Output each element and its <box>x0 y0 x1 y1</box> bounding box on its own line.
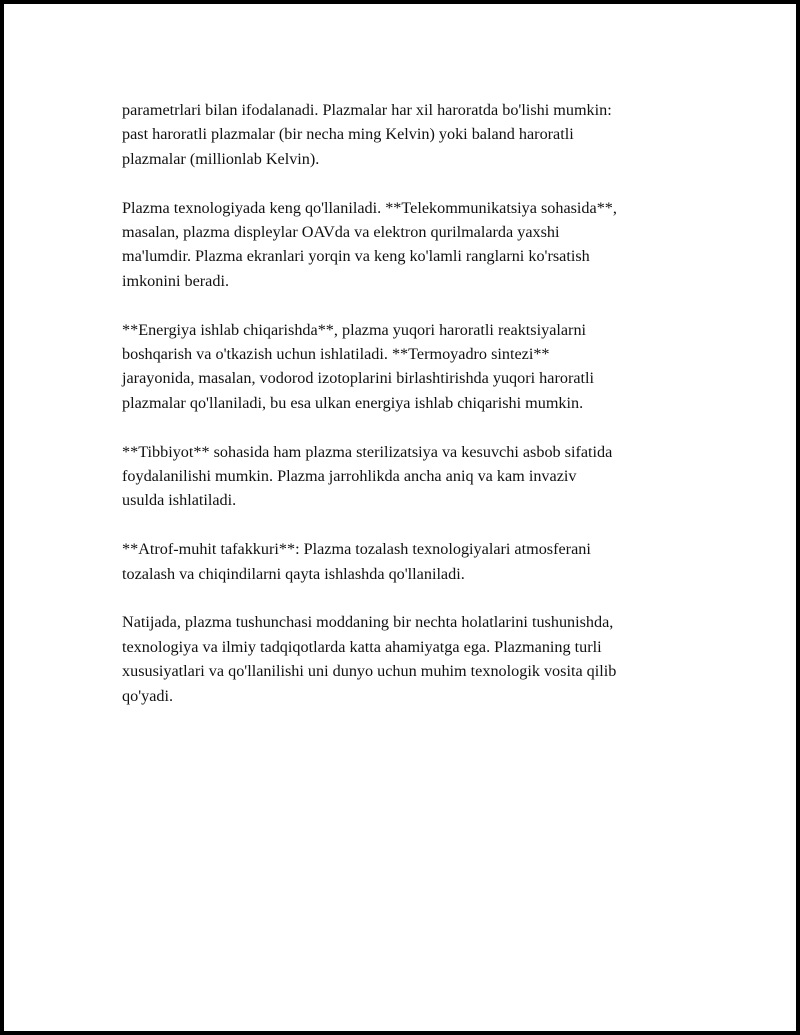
text-line: Plazma texnologiyada keng qo'llaniladi. **Telekommunikatsiya sohasida**, <box>122 198 617 217</box>
text-line: masalan, plazma displeylar OAVda va elektron qurilmalarda yaxshi <box>122 223 560 242</box>
paragraph-5 <box>122 537 722 586</box>
text-line: tozalash va chiqindilarni qayta ishlashda qo'llaniladi. <box>122 564 465 583</box>
text-line: **Energiya ishlab chiqarishda**, plazma yuqori haroratli reaktsiyalarni <box>122 320 587 339</box>
text-line: jarayonida, masalan, vodorod izotoplarini birlashtirishda yuqori haroratli <box>122 369 595 388</box>
text-line: plazmalar (millionlab Kelvin). <box>122 149 320 168</box>
text-line: foydalanilishi mumkin. Plazma jarrohlikda ancha aniq va kam invaziv <box>122 467 577 486</box>
paragraph-6 <box>122 610 722 708</box>
text-line: Natijada, plazma tushunchasi moddaning bir nechta holatlarini tushunishda, <box>122 613 614 632</box>
text-line: past haroratli plazmalar (bir necha ming Kelvin) yoki baland haroratli <box>122 125 574 144</box>
text-line: texnologiya va ilmiy tadqiqotlarda katta ahamiyatga ega. Plazmaning turli <box>122 637 602 656</box>
text-line: boshqarish va o'tkazish uchun ishlatiladi. **Termoyadro sintezi** <box>122 345 550 364</box>
paragraph-2 <box>122 196 722 294</box>
document-body <box>122 98 722 732</box>
paragraph-3 <box>122 318 722 416</box>
text-line: qo'yadi. <box>122 686 174 705</box>
paragraph-1 <box>122 98 722 171</box>
text-line: ma'lumdir. Plazma ekranlari yorqin va keng ko'lamli ranglarni ko'rsatish <box>122 247 590 266</box>
text-line: **Tibbiyot** sohasida ham plazma sterilizatsiya va kesuvchi asbob sifatida <box>122 442 613 461</box>
text-line: parametrlari bilan ifodalanadi. Plazmalar har xil haroratda bo'lishi mumkin: <box>122 101 612 119</box>
text-line: imkonini beradi. <box>122 271 229 290</box>
text-line: plazmalar qo'llaniladi, bu esa ulkan energiya ishlab chiqarishi mumkin. <box>122 393 584 412</box>
paragraph-4 <box>122 440 722 513</box>
text-line: **Atrof-muhit tafakkuri**: Plazma tozalash texnologiyalari atmosferani <box>122 540 591 559</box>
text-line: xususiyatlari va qo'llanilishi uni dunyo uchun muhim texnologik vosita qilib <box>122 662 617 681</box>
text-line: usulda ishlatiladi. <box>122 491 237 510</box>
